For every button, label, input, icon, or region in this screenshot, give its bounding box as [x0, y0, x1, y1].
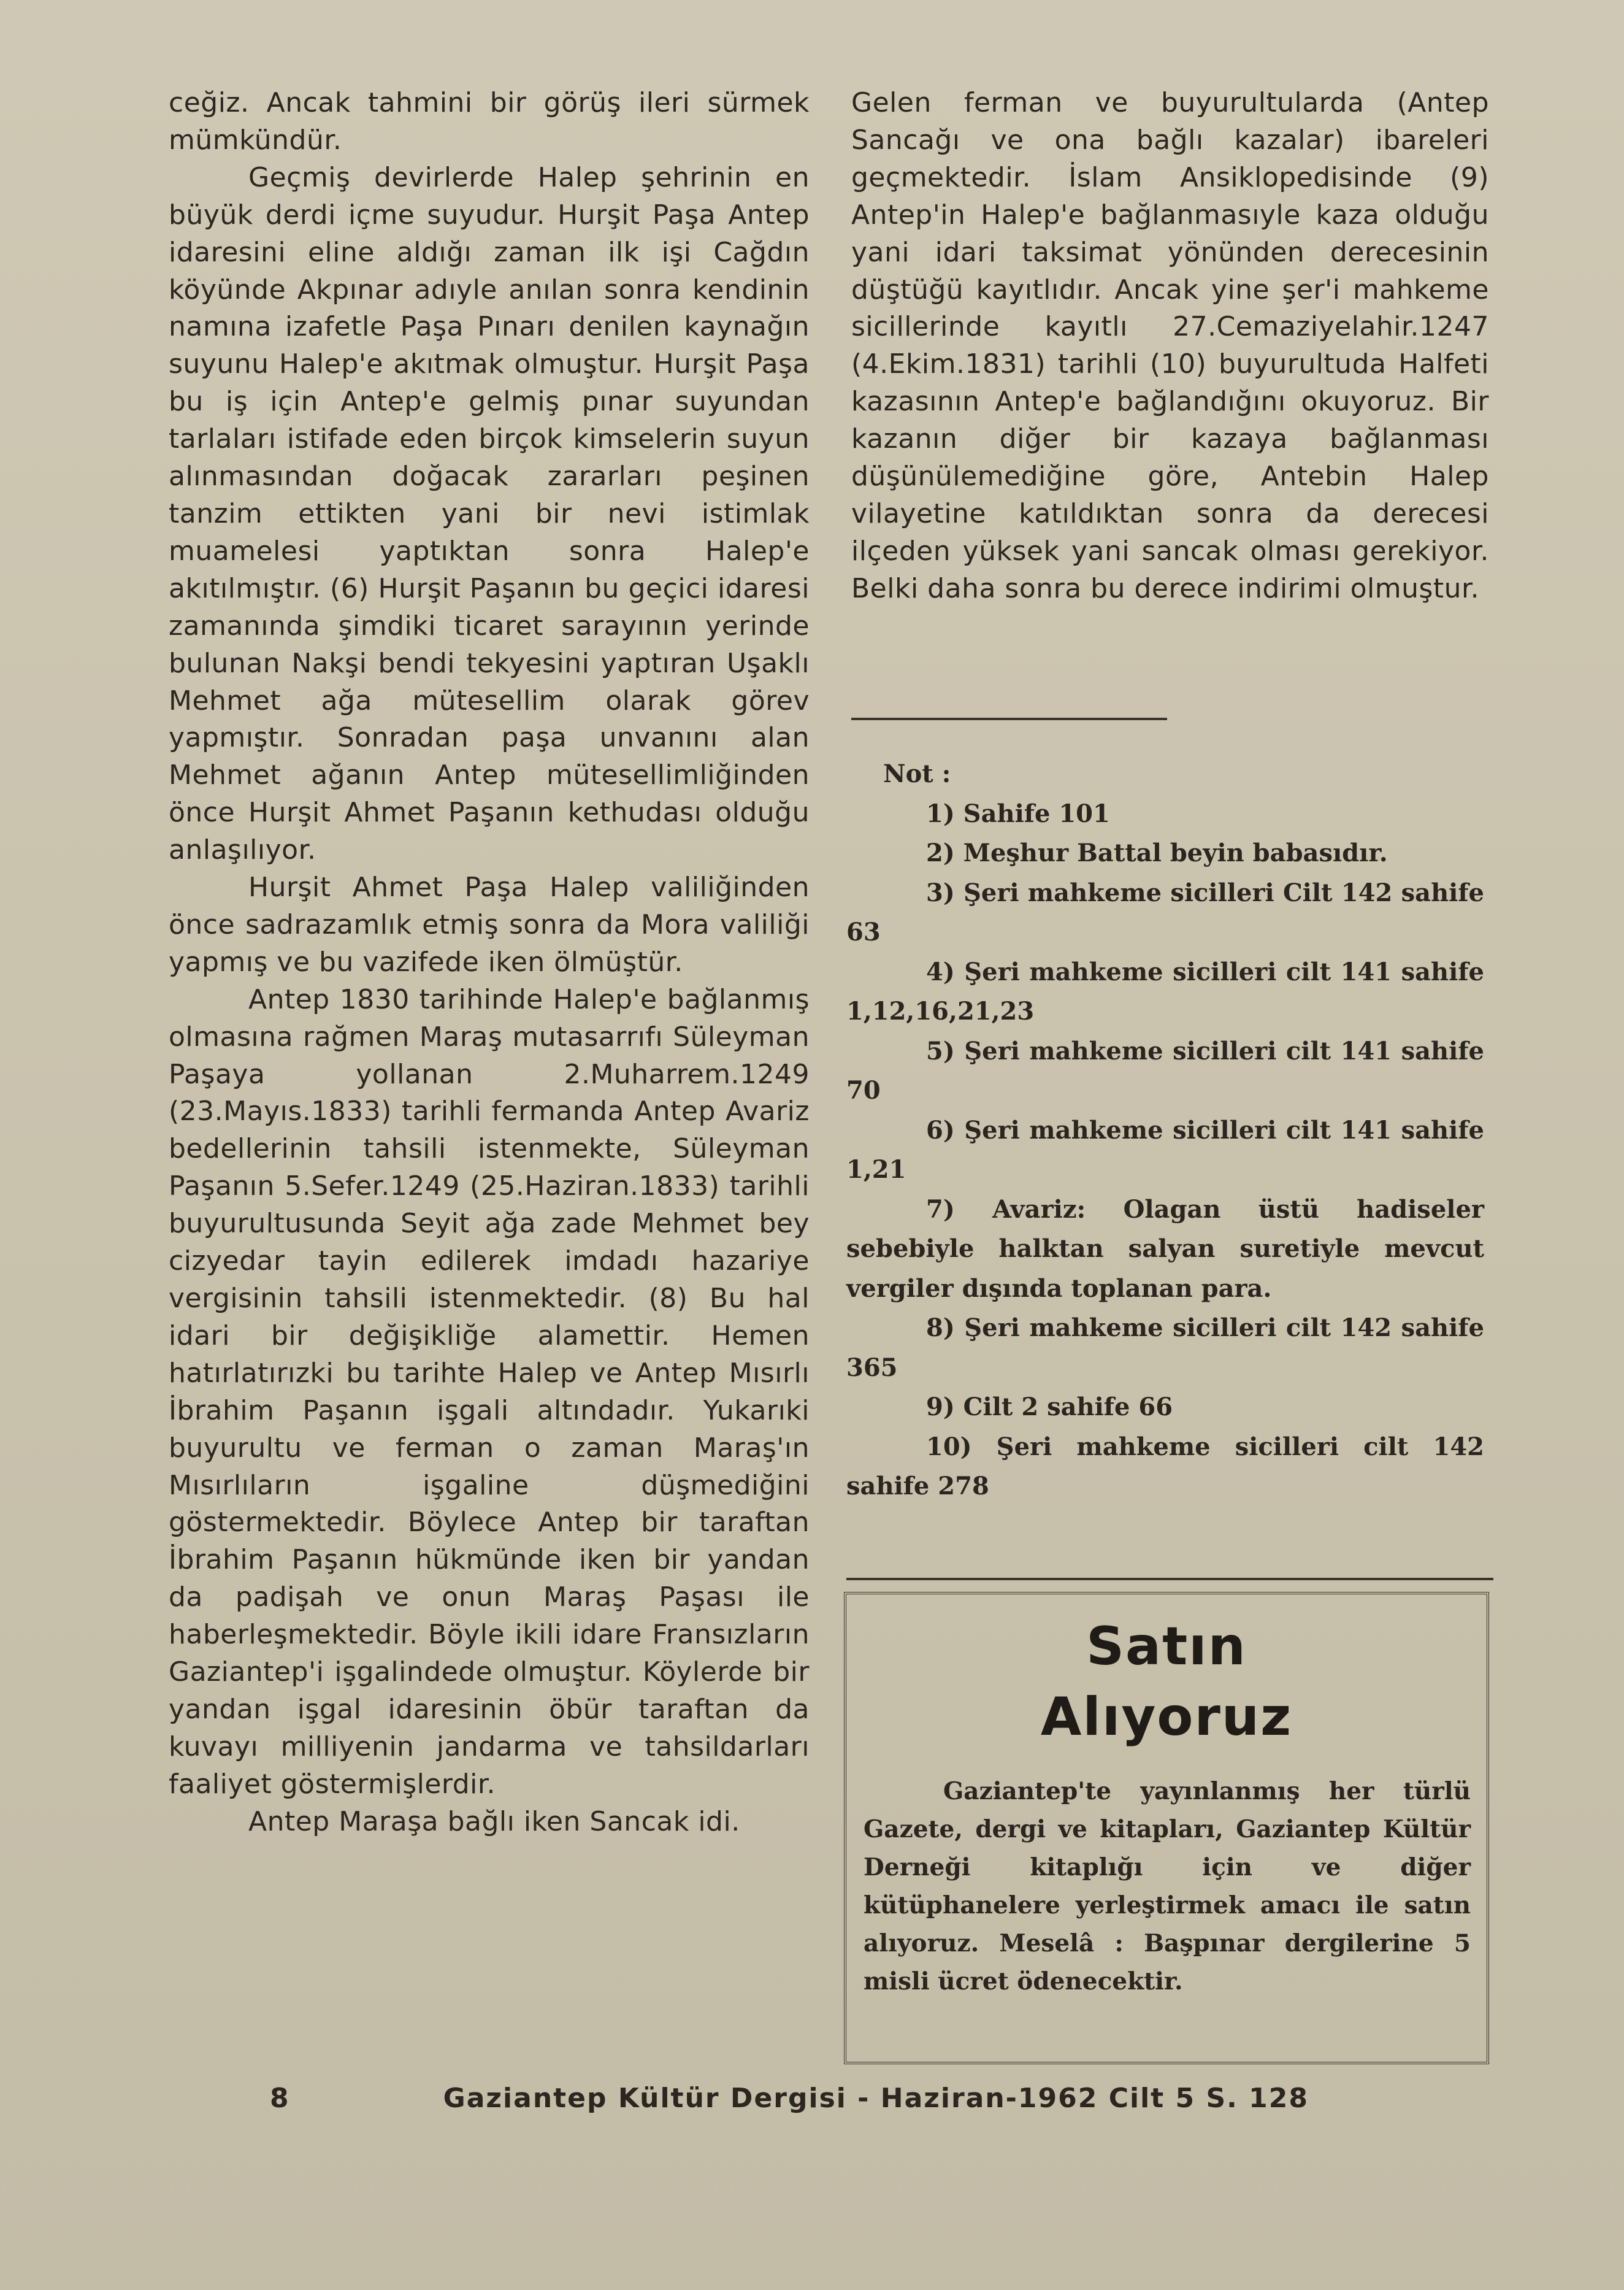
paragraph-halep-water: Geçmiş devirlerde Halep şehrinin en büyük derdi içme suyudur. Hurşit Paşa Antep idaresini eline aldığı zaman ilk işi Cağdın köyünde Akpınar adıyle anılan sonra kendinin namına izafetle Paşa Pınarı denilen kaynağın suyunu Halep'e akıtmak olmuştur. Hurşit Paşa bu iş için Antep'e gelmiş pınar suyundan tarlaları istifade eden birçok kimselerin suyun alınmasından doğacak zararları peşinen tanzim ettikten yani bir nevi istimlak muamelesi yaptıktan sonra Halep'e akıtılmıştır. (6) Hurşit Paşanın bu geçici idaresi zamanında şimdiki ticaret sarayının yerinde bulunan Nakşi bendi tekyesini yaptıran Uşaklı Mehmet ağa mütesellim olarak görev yapmıştır. Sonradan paşa unvanını alan Mehmet ağanın Antep mütesellimliğinden önce Hurşit Ahmet Paşanın kethudası olduğu anlaşılıyor.: [169, 161, 810, 866]
note-item: 3) Şeri mahkeme sicilleri Cilt 142 sahife 63: [846, 878, 1484, 947]
notes-heading: Not :: [883, 759, 951, 788]
ad-title: Satın: [1086, 1616, 1247, 1677]
notes-divider: [851, 718, 1167, 720]
notes-section: [846, 755, 1484, 1507]
paragraph-antep-1830: Antep 1830 tarihinde Halep'e bağlanmış olmasına rağmen Maraş mutasarrıfı Süleyman Paşaya yollanan 2.Muharrem.1249 (23.Mayıs.1833) tarihli fermanda Antep Avariz bedellerinin tahsili istenmekte, Süleyman Paşanın 5.Sefer.1249 (25.Haziran.1833) tarihli buyurultusunda Seyit ağa zade Mehmet bey cizyedar tayin edilerek imdadı hazariye vergisinin tahsili istenmektedir. (8) Bu hal idari bir değişikliğe alamettir. Hemen hatırlatırızki bu tarihte Halep ve Antep Mısırlı İbrahim Paşanın işgali altındadır. Yukarıki buyurultu ve ferman o zaman Maraş'ın Mısırlıların işgaline düşmediğini göstermektedir. Böylece Antep bir taraftan İbrahim Paşanın hükmünde iken bir yandan da padişah ve onun Maraş Paşası ile haberleşmektedir. Böyle ikili idare Fransızların Gaziantep'i işgalindede olmuştur. Köylerde bir yandan işgal idaresinin öbür taraftan da kuvayı milliyenin jandarma ve tahsildarları faaliyet göstermişlerdir.: [169, 983, 810, 1800]
paragraph-hursit-pasa: Hurşit Ahmet Paşa Halep valiliğinden önce sadrazamlık etmiş sonra da Mora valiliği yapmış ve bu vazifede iken ölmüştür.: [169, 872, 810, 978]
ad-body-text: Gaziantep'te yayınlanmış her türlü Gazete, dergi ve kitapları, Gaziantep Kültür Derneği kitaplığı için ve diğer kütüphanelere yerleştirmek amacı ile satın alıyoruz. Meselâ : Başpınar dergilerine 5 misli ücret ödenecektir.: [864, 1777, 1471, 1996]
note-item: 10) Şeri mahkeme sicilleri cilt 142 sahife 278: [846, 1432, 1484, 1500]
note-item: 4) Şeri mahkeme sicilleri cilt 141 sahife 1,12,16,21,23: [846, 957, 1484, 1026]
right-column: [851, 85, 1489, 608]
note-item: 8) Şeri mahkeme sicilleri cilt 142 sahife 365: [846, 1313, 1484, 1382]
note-item: 6) Şeri mahkeme sicilleri cilt 141 sahife 1,21: [846, 1115, 1484, 1184]
note-item: 1) Sahife 101: [926, 799, 1110, 828]
advertisement-box: [844, 1592, 1489, 2064]
page-number: 8: [270, 2083, 290, 2114]
paragraph-sancak: Antep Maraşa bağlı iken Sancak idi.: [248, 1805, 740, 1837]
note-item: 9) Cilt 2 sahife 66: [926, 1393, 1173, 1421]
paragraph-continuation: ceğiz. Ancak tahmini bir görüş ileri sürmek mümkündür.: [169, 87, 810, 156]
note-item: 2) Meşhur Battal beyin babasıdır.: [926, 839, 1388, 867]
left-column: [169, 85, 810, 1841]
note-item: 5) Şeri mahkeme sicilleri cilt 141 sahife 70: [846, 1036, 1484, 1105]
ad-top-rule: [846, 1578, 1493, 1580]
note-item: 7) Avariz: Olagan üstü hadiseler sebebiyle halktan salyan suretiyle mevcut vergiler dışında toplanan para.: [846, 1194, 1484, 1303]
ad-subtitle: Alıyoruz: [1040, 1686, 1293, 1748]
footer-title: Gaziantep Kültür Dergisi - Haziran-1962 Cilt 5 S. 128: [443, 2083, 1309, 2114]
paragraph-ferman: Gelen ferman ve buyurultularda (Antep Sancağı ve ona bağlı kazalar) ibareleri geçmektedir. İslam Ansiklopedisinde (9) Antep'in Halep'e bağlanmasıyle kaza olduğu yani idari taksimat yönünden derecesinin düştüğü kayıtlıdır. Ancak yine şer'i mahkeme sicillerinde kayıtlı 27.Cemaziyelahir.1247 (4.Ekim.1831) tarihli (10) buyurultuda Halfeti kazasının Antep'e bağlandığını okuyoruz. Bir kazanın diğer bir kazaya bağlanması düşünülemediğine göre, Antebin Halep vilayetine katıldıktan sonra da derecesi ilçeden yüksek yani sancak olması gerekiyor. Belki daha sonra bu derece indirimi olmuştur.: [851, 87, 1489, 604]
ad-body: [864, 1772, 1471, 2000]
page-footer: [270, 2083, 1386, 2114]
